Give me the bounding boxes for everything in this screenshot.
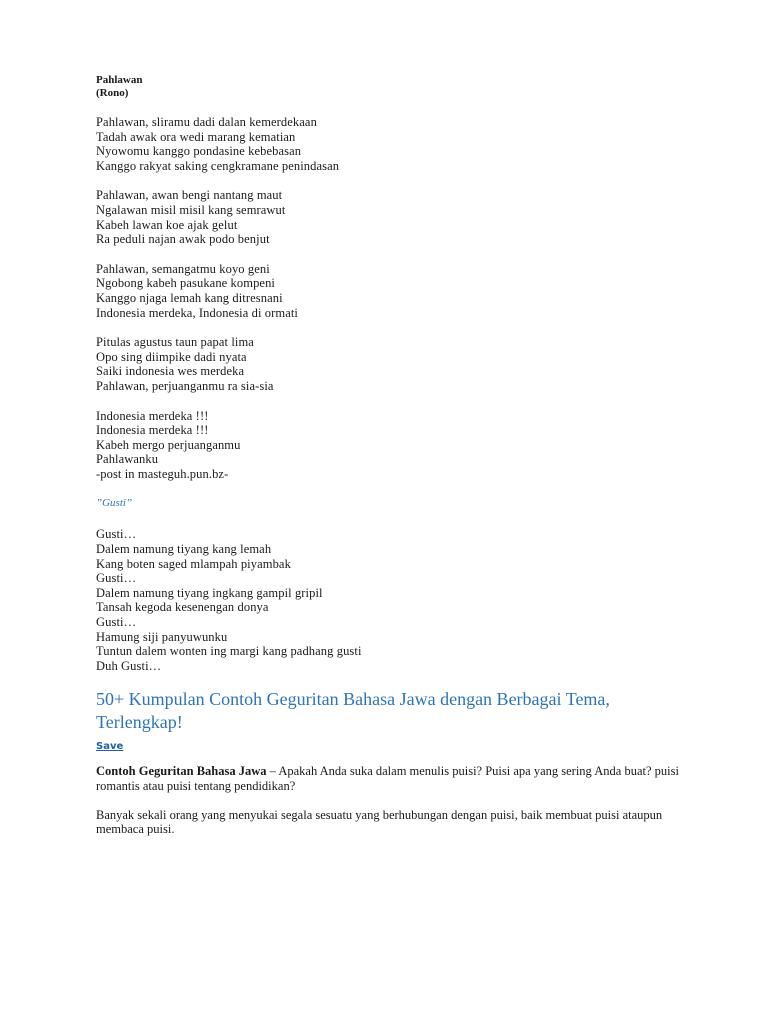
poem-line: Nyowomu kanggo pondasine kebebasan [96,144,302,159]
poem-line: Pitulas agustus taun papat lima [96,335,254,350]
poem-line: Kanggo rakyat saking cengkramane penindasan [96,158,340,173]
poem-line: Pahlawan, semangatmu koyo geni [96,261,270,276]
document-page [96,74,696,851]
poem-line: Gusti… [96,527,137,542]
poem-line: Dalem namung tiyang ingkang gampil gripil [96,585,323,600]
stanza-5 [96,409,696,482]
poem-source-note: -post in masteguh.pun.bz- [96,466,229,481]
stanza-4 [96,335,696,393]
poem-line: Pahlawan, awan bengi nantang maut [96,188,283,203]
stanza-2 [96,188,696,246]
poem-line: Gusti… [96,571,137,586]
poem2-title: ”Gusti” [96,497,133,510]
save-link[interactable]: Save [96,741,124,753]
poem-line: Ra peduli najan awak podo benjut [96,232,270,247]
poem-line: Pahlawanku [96,452,159,467]
poem-line: Duh Gusti… [96,658,162,673]
stanza-3 [96,262,696,320]
poem-line: Kanggo njaga lemah kang ditresnani [96,290,283,305]
intro-text: – Apakah Anda suka dalam menulis puisi? Puisi apa yang sering Anda buat? puisi romantis atau puisi tentang pendidikan? [96,764,679,793]
poem-line: Gusti… [96,615,137,630]
poem-line: Hamung siji panyuwunku [96,629,228,644]
poem-line: Dalem namung tiyang kang lemah [96,542,272,557]
poem-line: Ngalawan misil misil kang semrawut [96,202,286,217]
poem-line: Ngobong kabeh pasukane kompeni [96,276,276,291]
stanza-1 [96,115,696,173]
poem-line: Opo sing diimpike dadi nyata [96,349,247,364]
poem-line: Indonesia merdeka !!! [96,423,209,438]
poem-line: Tadah awak ora wedi marang kematian [96,129,296,144]
intro-paragraph [96,764,696,793]
poem-line: Saiki indonesia wes merdeka [96,364,245,379]
poem-line: Pahlawan, perjuanganmu ra sia-sia [96,378,274,393]
poem-line: Kabeh lawan koe ajak gelut [96,217,238,232]
poem-line: Tuntun dalem wonten ing margi kang padhang gusti [96,644,362,659]
poem-line: Kang boten saged mlampah piyambak [96,556,291,571]
poem-line: Indonesia merdeka !!! [96,408,209,423]
article-heading: 50+ Kumpulan Contoh Geguritan Bahasa Jawa dengan Berbagai Tema, Terlengkap! [96,689,610,733]
poem-author: (Rono) [96,87,129,99]
second-paragraph: Banyak sekali orang yang menyukai segala sesuatu yang berhubungan dengan puisi, baik membuat puisi ataupun membaca puisi. [96,807,663,837]
poem-line: Pahlawan, sliramu dadi dalan kemerdekaan [96,115,317,129]
intro-bold-term: Contoh Geguritan Bahasa Jawa [96,764,267,779]
poem-title: Pahlawan [96,74,143,86]
poem-line: Kabeh mergo perjuanganmu [96,437,241,452]
poem2-body [96,527,696,673]
poem-line: Indonesia merdeka, Indonesia di ormati [96,305,298,320]
poem-line: Tansah kegoda kesenengan donya [96,600,269,615]
